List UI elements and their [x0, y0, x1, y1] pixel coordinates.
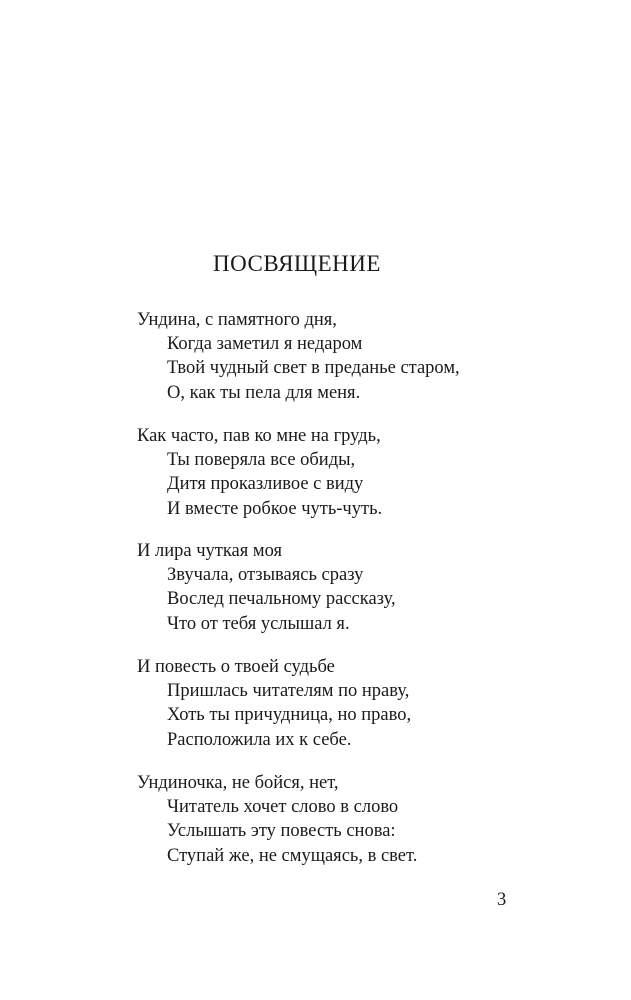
poem-title: ПОСВЯЩЕНИЕ — [213, 251, 381, 276]
stanza — [137, 539, 557, 636]
verse-line: Звучала, отзываясь сразу — [167, 565, 364, 586]
verse-line: Пришлась читателям по нраву, — [167, 681, 410, 702]
verse-line: И вместе робкое чуть-чуть. — [167, 498, 383, 519]
verse-line: Как часто, пав ко мне на грудь, — [137, 426, 381, 446]
verse-line: Ступай же, не смущаясь, в свет. — [167, 845, 418, 866]
verse-line: Читатель хочет слово в слово — [167, 797, 399, 818]
stanza — [137, 771, 557, 868]
verse-line: Когда заметил я недаром — [167, 334, 363, 355]
verse-line: Вослед печальному рассказу, — [167, 589, 396, 610]
verse-line: Дитя проказливое с виду — [167, 474, 364, 495]
verse-line: Услышать эту повесть снова: — [167, 821, 396, 842]
verse-line: О, как ты пела для меня. — [167, 382, 361, 403]
verse-line: И повесть о твоей судьбе — [137, 657, 335, 677]
verse-line: И лира чуткая моя — [137, 541, 283, 561]
verse-line: Что от тебя услышал я. — [167, 613, 350, 634]
verse-line: Хоть ты причудница, но право, — [167, 705, 412, 726]
verse-line: Твой чудный свет в преданье старом, — [167, 358, 460, 379]
verse-line: Ундина, с памятного дня, — [137, 310, 337, 330]
stanza — [137, 308, 557, 405]
verse-line: Ундиночка, не бойся, нет, — [137, 773, 339, 793]
stanza — [137, 655, 557, 752]
verse-line: Ты поверяла все обиды, — [167, 450, 356, 471]
verse-line: Расположила их к себе. — [167, 729, 352, 750]
stanza — [137, 424, 557, 521]
page-number: 3 — [497, 890, 507, 910]
